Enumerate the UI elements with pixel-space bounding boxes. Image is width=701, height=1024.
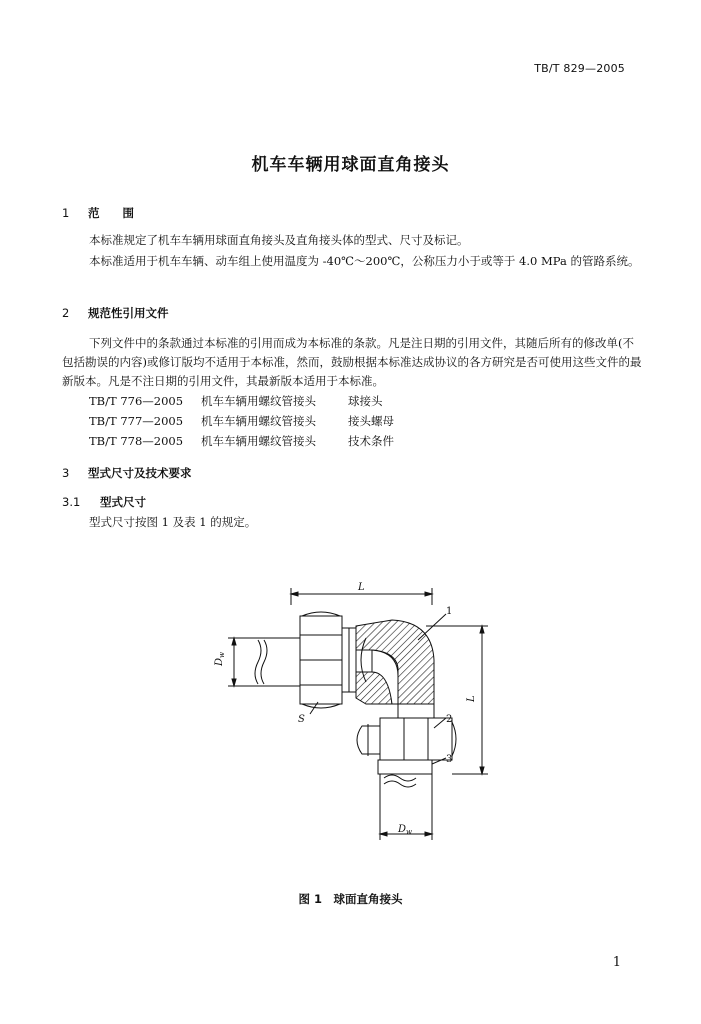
arrow-icon: [232, 679, 236, 686]
dim-Dw-left-label: $D_w$: [214, 651, 226, 666]
sleeve-bottom: [378, 760, 432, 774]
reference-code: TB/T 776—2005: [89, 394, 184, 408]
callout-3: 3: [446, 754, 453, 765]
section-1-number: 1: [62, 206, 70, 220]
section-2-title: 规范性引用文件: [88, 306, 169, 320]
dim-Dw-bottom-label: $D_w$: [398, 824, 413, 836]
reference-part: 接头螺母: [348, 414, 394, 428]
pipe-break-left: [255, 640, 261, 684]
arrow-icon: [425, 592, 432, 596]
reference-name: 机车车辆用螺纹管接头: [201, 414, 316, 428]
page-number: 1: [612, 955, 621, 970]
pipe-break-left-2: [261, 640, 267, 684]
dim-S-label: S: [298, 714, 305, 725]
arrow-icon: [480, 626, 484, 633]
callout-1-leader: [418, 614, 446, 640]
section-3-number: 3: [62, 466, 70, 480]
section-3-1-title: 型式尺寸: [100, 495, 147, 509]
section-2-number: 2: [62, 306, 70, 320]
section-3-title: 型式尺寸及技术要求: [88, 466, 192, 480]
callout-1: 1: [446, 606, 453, 617]
nut-bottom: [380, 718, 452, 760]
figure-caption: 图 1 球面直角接头: [298, 892, 403, 906]
section-1-paragraph-2: 本标准适用于机车车辆、动车组上使用温度为 -40℃～200℃，公称压力小于或等于 4.0 MPa 的管路系统。: [89, 254, 640, 268]
reference-part: 技术条件: [348, 434, 394, 448]
arrow-icon: [425, 832, 432, 836]
section-3-1-paragraph: 型式尺寸按图 1 及表 1 的规定。: [89, 515, 257, 529]
section-2-paragraph: 下列文件中的条款通过本标准的引用而成为本标准的条款。凡是注日期的引用文件，其随后所有的修改单(不包括勘误的内容)或修订版均不适用于本标准，然而，鼓励根据本标准达成协议的各方研究是否可使用这些文件的最新版本。凡是不注日期的引用文件，其最新版本适用于本标准。: [62, 336, 642, 388]
reference-code: TB/T 778—2005: [89, 434, 184, 448]
reference-part: 球接头: [348, 394, 383, 408]
arrow-icon: [291, 592, 298, 596]
standard-number: TB/T 829—2005: [534, 62, 625, 75]
reference-name: 机车车辆用螺纹管接头: [201, 434, 316, 448]
reference-name: 机车车辆用螺纹管接头: [201, 394, 316, 408]
dim-L-top-label: L: [358, 582, 365, 593]
arrow-icon: [380, 832, 387, 836]
section-1-title: 范 围: [88, 206, 135, 220]
section-3-1-number: 3.1: [62, 495, 81, 509]
dim-L-right-label: L: [466, 695, 477, 702]
page-title: 机车车辆用球面直角接头: [251, 155, 450, 175]
callout-2: 2: [446, 714, 453, 725]
reference-code: TB/T 777—2005: [89, 414, 184, 428]
arrow-icon: [232, 638, 236, 645]
pipe-break-bottom: [384, 775, 416, 781]
neck: [398, 704, 434, 718]
section-1-paragraph-1: 本标准规定了机车车辆用球面直角接头及直角接头体的型式、尺寸及标记。: [89, 233, 469, 247]
arrow-icon: [480, 767, 484, 774]
